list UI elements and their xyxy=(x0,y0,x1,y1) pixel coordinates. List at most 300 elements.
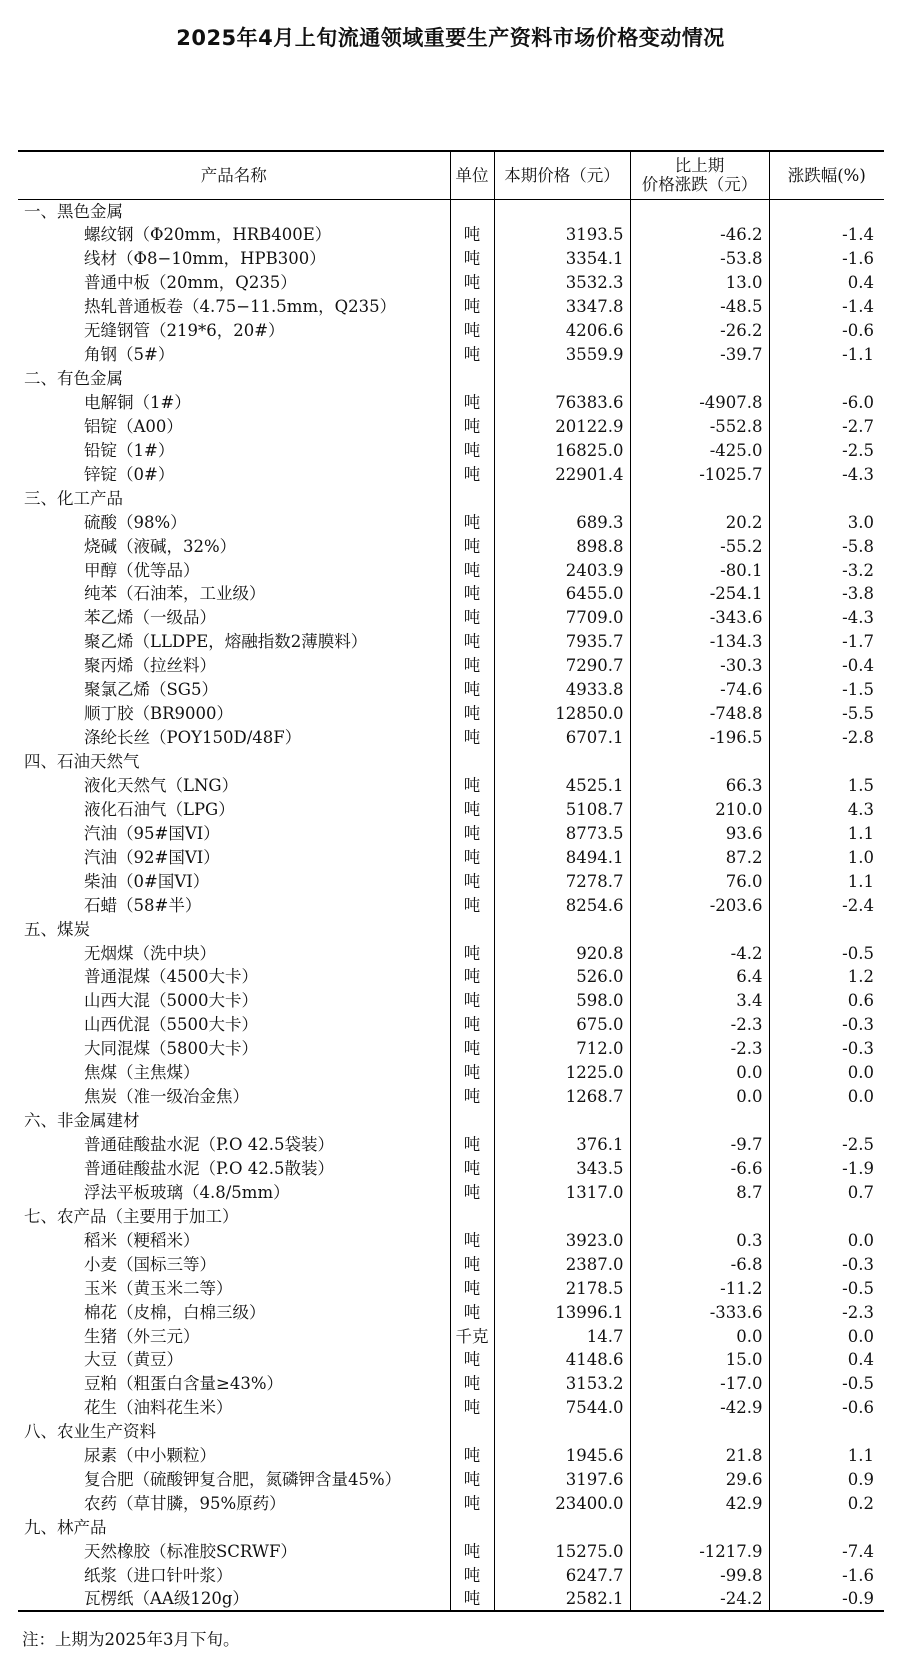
category-row xyxy=(18,1109,884,1133)
pct-cell: -1.4 xyxy=(769,223,884,247)
pct-cell: -1.7 xyxy=(769,630,884,654)
unit-cell: 吨 xyxy=(450,271,494,295)
product-name: 苯乙烯（一级品） xyxy=(84,608,216,628)
empty-cell xyxy=(450,1516,494,1540)
product-name: 螺纹钢（Φ20mm，HRB400E） xyxy=(84,225,332,245)
table-row xyxy=(18,1372,884,1396)
table-row xyxy=(18,845,884,869)
category-row xyxy=(18,486,884,510)
product-name: 无缝钢管（219*6，20#） xyxy=(84,321,285,341)
empty-cell xyxy=(769,1109,884,1133)
empty-cell xyxy=(630,1109,769,1133)
product-name: 石蜡（58#半） xyxy=(84,895,202,915)
unit-cell: 吨 xyxy=(450,438,494,462)
pct-cell: -1.5 xyxy=(769,678,884,702)
product-name: 纯苯（石油苯，工业级） xyxy=(84,584,266,604)
empty-cell xyxy=(494,486,630,510)
empty-cell xyxy=(630,750,769,774)
unit-cell: 吨 xyxy=(450,1372,494,1396)
table-row xyxy=(18,438,884,462)
empty-cell xyxy=(450,917,494,941)
change-cell: -11.2 xyxy=(630,1276,769,1300)
change-cell: 13.0 xyxy=(630,271,769,295)
pct-cell: 0.4 xyxy=(769,1348,884,1372)
price-cell: 3923.0 xyxy=(494,1228,630,1252)
product-name: 山西大混（5000大卡） xyxy=(84,991,258,1011)
pct-cell: -0.5 xyxy=(769,1372,884,1396)
unit-cell: 吨 xyxy=(450,1013,494,1037)
change-cell: 15.0 xyxy=(630,1348,769,1372)
price-cell: 8494.1 xyxy=(494,845,630,869)
change-cell: 0.0 xyxy=(630,1061,769,1085)
pct-cell: 0.4 xyxy=(769,271,884,295)
table-row xyxy=(18,893,884,917)
price-cell: 6455.0 xyxy=(494,582,630,606)
change-cell: 87.2 xyxy=(630,845,769,869)
price-cell: 8254.6 xyxy=(494,893,630,917)
pct-cell: -0.3 xyxy=(769,1037,884,1061)
change-cell: -6.6 xyxy=(630,1157,769,1181)
empty-cell xyxy=(450,486,494,510)
change-cell: -134.3 xyxy=(630,630,769,654)
change-cell: -6.8 xyxy=(630,1252,769,1276)
unit-cell: 吨 xyxy=(450,869,494,893)
unit-cell: 吨 xyxy=(450,678,494,702)
unit-cell: 吨 xyxy=(450,989,494,1013)
unit-cell: 吨 xyxy=(450,965,494,989)
product-name: 热轧普通板卷（4.75−11.5mm，Q235） xyxy=(84,297,397,317)
table-row xyxy=(18,989,884,1013)
unit-cell: 吨 xyxy=(450,414,494,438)
pct-cell: -5.5 xyxy=(769,702,884,726)
change-cell: 76.0 xyxy=(630,869,769,893)
category-name: 八、农业生产资料 xyxy=(24,1422,156,1442)
pct-cell: 0.0 xyxy=(769,1228,884,1252)
pct-cell: 0.9 xyxy=(769,1468,884,1492)
unit-cell: 吨 xyxy=(450,1540,494,1564)
table-row xyxy=(18,1085,884,1109)
price-cell: 8773.5 xyxy=(494,821,630,845)
category-name: 六、非金属建材 xyxy=(24,1111,140,1131)
category-row xyxy=(18,917,884,941)
change-cell: -74.6 xyxy=(630,678,769,702)
table-row xyxy=(18,1228,884,1252)
pct-cell: -0.5 xyxy=(769,941,884,965)
price-cell: 76383.6 xyxy=(494,391,630,415)
product-name: 大豆（黄豆） xyxy=(84,1350,183,1370)
table-row xyxy=(18,414,884,438)
empty-cell xyxy=(630,1420,769,1444)
unit-cell: 吨 xyxy=(450,606,494,630)
table-row xyxy=(18,630,884,654)
price-cell: 3153.2 xyxy=(494,1372,630,1396)
change-cell: -4.2 xyxy=(630,941,769,965)
change-cell: 66.3 xyxy=(630,774,769,798)
change-cell: -254.1 xyxy=(630,582,769,606)
table-row xyxy=(18,1348,884,1372)
product-name: 瓦楞纸（AA级120g） xyxy=(18,1587,450,1611)
table-row xyxy=(18,1013,884,1037)
unit-cell: 吨 xyxy=(450,295,494,319)
unit-cell: 吨 xyxy=(450,774,494,798)
product-name: 铝锭（A00） xyxy=(84,416,183,436)
price-cell: 712.0 xyxy=(494,1037,630,1061)
category-name: 一、黑色金属 xyxy=(24,201,123,221)
product-name: 纸浆（进口针叶浆） xyxy=(84,1565,233,1585)
price-cell: 16825.0 xyxy=(494,438,630,462)
table-row xyxy=(18,1276,884,1300)
change-cell: -1217.9 xyxy=(630,1540,769,1564)
empty-cell xyxy=(630,199,769,223)
product-name: 稻米（粳稻米） xyxy=(84,1230,200,1250)
price-cell: 343.5 xyxy=(494,1157,630,1181)
change-cell: 93.6 xyxy=(630,821,769,845)
category-name: 二、有色金属 xyxy=(24,369,123,389)
empty-cell xyxy=(450,1109,494,1133)
pct-cell: -2.5 xyxy=(769,438,884,462)
product-name: 液化石油气（LPG） xyxy=(84,799,235,819)
unit-cell: 吨 xyxy=(450,702,494,726)
table-row xyxy=(18,391,884,415)
price-cell: 7278.7 xyxy=(494,869,630,893)
product-name: 尿素（中小颗粒） xyxy=(84,1446,216,1466)
product-name: 液化天然气（LNG） xyxy=(84,775,239,795)
pct-cell: -2.4 xyxy=(769,893,884,917)
empty-cell xyxy=(630,367,769,391)
pct-cell: -0.3 xyxy=(769,1252,884,1276)
change-cell: -343.6 xyxy=(630,606,769,630)
change-cell: 21.8 xyxy=(630,1444,769,1468)
empty-cell xyxy=(494,1109,630,1133)
change-cell: -333.6 xyxy=(630,1300,769,1324)
price-cell: 2582.1 xyxy=(494,1587,630,1611)
change-cell: -24.2 xyxy=(630,1587,769,1611)
unit-cell: 吨 xyxy=(450,821,494,845)
unit-cell: 吨 xyxy=(450,893,494,917)
empty-cell xyxy=(450,750,494,774)
unit-cell: 吨 xyxy=(450,941,494,965)
price-cell: 7709.0 xyxy=(494,606,630,630)
table-row xyxy=(18,941,884,965)
product-name: 小麦（国标三等） xyxy=(84,1254,216,1274)
table-row xyxy=(18,247,884,271)
change-cell: -203.6 xyxy=(630,893,769,917)
change-cell: -196.5 xyxy=(630,726,769,750)
pct-cell: -1.9 xyxy=(769,1157,884,1181)
change-cell: -26.2 xyxy=(630,319,769,343)
change-cell: 29.6 xyxy=(630,1468,769,1492)
product-name: 硫酸（98%） xyxy=(84,512,187,532)
empty-cell xyxy=(769,750,884,774)
pct-cell: 1.0 xyxy=(769,845,884,869)
header-change-line1: 比上期 xyxy=(674,156,725,176)
pct-cell: 0.6 xyxy=(769,989,884,1013)
header-change-line2: 价格涨跌（元） xyxy=(641,175,758,195)
pct-cell: 1.1 xyxy=(769,821,884,845)
unit-cell: 吨 xyxy=(450,534,494,558)
price-cell: 376.1 xyxy=(494,1133,630,1157)
change-cell: -55.2 xyxy=(630,534,769,558)
unit-cell: 吨 xyxy=(450,462,494,486)
product-name: 顺丁胶（BR9000） xyxy=(84,704,234,724)
table-row xyxy=(18,678,884,702)
page-title: 2025年4月上旬流通领域重要生产资料市场价格变动情况 xyxy=(176,26,725,50)
product-name: 普通混煤（4500大卡） xyxy=(84,967,258,987)
price-cell: 5108.7 xyxy=(494,797,630,821)
header-product-name: 产品名称 xyxy=(18,151,450,199)
pct-cell: -1.4 xyxy=(769,295,884,319)
table-row xyxy=(18,821,884,845)
change-cell: -425.0 xyxy=(630,438,769,462)
pct-cell: 1.2 xyxy=(769,965,884,989)
category-row xyxy=(18,199,884,223)
empty-cell xyxy=(769,1420,884,1444)
product-name: 大同混煤（5800大卡） xyxy=(84,1039,258,1059)
header-unit: 单位 xyxy=(450,151,494,199)
empty-cell xyxy=(630,917,769,941)
table-row xyxy=(18,774,884,798)
table-row xyxy=(18,271,884,295)
change-cell: -2.3 xyxy=(630,1013,769,1037)
header-pct: 涨跌幅(%) xyxy=(769,151,884,199)
unit-cell: 吨 xyxy=(450,319,494,343)
table-row xyxy=(18,319,884,343)
unit-cell: 吨 xyxy=(450,343,494,367)
product-name: 柴油（0#国VI） xyxy=(84,871,210,891)
change-cell: -80.1 xyxy=(630,558,769,582)
unit-cell: 吨 xyxy=(450,1587,494,1611)
change-cell: -42.9 xyxy=(630,1396,769,1420)
price-cell: 2403.9 xyxy=(494,558,630,582)
unit-cell: 吨 xyxy=(450,1157,494,1181)
empty-cell xyxy=(450,199,494,223)
pct-cell: -6.0 xyxy=(769,391,884,415)
table-row xyxy=(18,965,884,989)
change-cell: 210.0 xyxy=(630,797,769,821)
price-cell: 526.0 xyxy=(494,965,630,989)
product-name: 铅锭（1#） xyxy=(84,440,175,460)
category-row xyxy=(18,1420,884,1444)
product-name: 聚氯乙烯（SG5） xyxy=(84,680,218,700)
pct-cell: 3.0 xyxy=(769,510,884,534)
product-name: 焦炭（准一级冶金焦） xyxy=(84,1087,249,1107)
header-change xyxy=(630,151,769,199)
price-cell: 689.3 xyxy=(494,510,630,534)
change-cell: -17.0 xyxy=(630,1372,769,1396)
pct-cell: 0.0 xyxy=(769,1061,884,1085)
category-name: 四、石油天然气 xyxy=(24,752,140,772)
change-cell: -39.7 xyxy=(630,343,769,367)
table-row xyxy=(18,558,884,582)
unit-cell: 吨 xyxy=(450,510,494,534)
price-cell: 15275.0 xyxy=(494,1540,630,1564)
product-name: 农药（草甘膦，95%原药） xyxy=(84,1494,286,1514)
unit-cell: 吨 xyxy=(450,1563,494,1587)
change-cell: 42.9 xyxy=(630,1492,769,1516)
change-cell: -9.7 xyxy=(630,1133,769,1157)
price-cell: 675.0 xyxy=(494,1013,630,1037)
price-cell: 7935.7 xyxy=(494,630,630,654)
table-row xyxy=(18,1157,884,1181)
table-header-row xyxy=(18,151,884,199)
empty-cell xyxy=(769,486,884,510)
unit-cell: 吨 xyxy=(450,1061,494,1085)
empty-cell xyxy=(769,1516,884,1540)
empty-cell xyxy=(769,1204,884,1228)
pct-cell: -5.8 xyxy=(769,534,884,558)
table-row xyxy=(18,582,884,606)
unit-cell: 吨 xyxy=(450,726,494,750)
table-row xyxy=(18,1252,884,1276)
price-cell: 3347.8 xyxy=(494,295,630,319)
product-name: 角钢（5#） xyxy=(84,345,175,365)
category-row xyxy=(18,1204,884,1228)
empty-cell xyxy=(450,1204,494,1228)
product-name: 汽油（92#国VI） xyxy=(84,847,220,867)
price-cell: 22901.4 xyxy=(494,462,630,486)
empty-cell xyxy=(494,750,630,774)
product-name: 汽油（95#国VI） xyxy=(84,823,220,843)
price-cell: 6707.1 xyxy=(494,726,630,750)
unit-cell: 吨 xyxy=(450,391,494,415)
unit-cell: 吨 xyxy=(450,654,494,678)
pct-cell: -3.8 xyxy=(769,582,884,606)
table-row xyxy=(18,1037,884,1061)
product-name: 天然橡胶（标准胶SCRWF） xyxy=(84,1541,297,1561)
header-price: 本期价格（元） xyxy=(494,151,630,199)
price-cell: 6247.7 xyxy=(494,1563,630,1587)
price-cell: 1268.7 xyxy=(494,1085,630,1109)
price-cell: 14.7 xyxy=(494,1324,630,1348)
product-name: 聚乙烯（LLDPE，熔融指数2薄膜料） xyxy=(84,632,368,652)
pct-cell: -2.3 xyxy=(769,1300,884,1324)
product-name: 山西优混（5500大卡） xyxy=(84,1015,258,1035)
change-cell: -46.2 xyxy=(630,223,769,247)
change-cell: -748.8 xyxy=(630,702,769,726)
price-cell: 23400.0 xyxy=(494,1492,630,1516)
unit-cell: 吨 xyxy=(450,1492,494,1516)
table-row xyxy=(18,1133,884,1157)
change-cell: 0.0 xyxy=(630,1324,769,1348)
pct-cell: -1.6 xyxy=(769,1563,884,1587)
unit-cell: 吨 xyxy=(450,1468,494,1492)
unit-cell: 吨 xyxy=(450,247,494,271)
price-cell: 920.8 xyxy=(494,941,630,965)
price-table xyxy=(18,150,884,1612)
price-cell: 3559.9 xyxy=(494,343,630,367)
unit-cell: 吨 xyxy=(450,1133,494,1157)
table-row xyxy=(18,1300,884,1324)
change-cell: 3.4 xyxy=(630,989,769,1013)
category-name: 五、煤炭 xyxy=(24,919,90,939)
category-name: 三、化工产品 xyxy=(24,488,123,508)
table-row xyxy=(18,606,884,630)
table-row xyxy=(18,534,884,558)
pct-cell: 1.1 xyxy=(769,869,884,893)
pct-cell: -0.4 xyxy=(769,654,884,678)
table-row xyxy=(18,797,884,821)
unit-cell: 吨 xyxy=(450,1037,494,1061)
table-row xyxy=(18,1468,884,1492)
price-cell: 2387.0 xyxy=(494,1252,630,1276)
table-body xyxy=(18,199,884,1611)
unit-cell: 吨 xyxy=(450,1085,494,1109)
price-cell: 898.8 xyxy=(494,534,630,558)
change-cell: 6.4 xyxy=(630,965,769,989)
change-cell: -48.5 xyxy=(630,295,769,319)
table-row xyxy=(18,1180,884,1204)
table-row xyxy=(18,1587,884,1611)
product-name: 涤纶长丝（POY150D/48F） xyxy=(84,728,302,748)
table-row xyxy=(18,1061,884,1085)
empty-cell xyxy=(630,1204,769,1228)
category-row xyxy=(18,367,884,391)
price-cell: 12850.0 xyxy=(494,702,630,726)
category-name: 七、农产品（主要用于加工） xyxy=(24,1206,239,1226)
table-row xyxy=(18,726,884,750)
empty-cell xyxy=(494,199,630,223)
pct-cell: -0.9 xyxy=(769,1587,884,1611)
unit-cell: 吨 xyxy=(450,223,494,247)
footnote: 注：上期为2025年3月下旬。 xyxy=(22,1630,240,1649)
table-row xyxy=(18,223,884,247)
change-cell: -2.3 xyxy=(630,1037,769,1061)
pct-cell: -4.3 xyxy=(769,606,884,630)
product-name: 玉米（黄玉米二等） xyxy=(84,1278,233,1298)
category-row xyxy=(18,1516,884,1540)
price-cell: 20122.9 xyxy=(494,414,630,438)
product-name: 普通中板（20mm，Q235） xyxy=(84,273,297,293)
empty-cell xyxy=(769,367,884,391)
price-cell: 1945.6 xyxy=(494,1444,630,1468)
table-row xyxy=(18,1396,884,1420)
unit-cell: 千克 xyxy=(450,1324,494,1348)
pct-cell: 0.7 xyxy=(769,1180,884,1204)
empty-cell xyxy=(630,1516,769,1540)
product-name: 烧碱（液碱，32%） xyxy=(84,536,237,556)
price-cell: 3532.3 xyxy=(494,271,630,295)
category-name: 九、林产品 xyxy=(24,1518,107,1538)
price-cell: 4933.8 xyxy=(494,678,630,702)
change-cell: -552.8 xyxy=(630,414,769,438)
price-cell: 4525.1 xyxy=(494,774,630,798)
price-cell: 4148.6 xyxy=(494,1348,630,1372)
unit-cell: 吨 xyxy=(450,1252,494,1276)
pct-cell: -0.3 xyxy=(769,1013,884,1037)
unit-cell: 吨 xyxy=(450,582,494,606)
product-name: 电解铜（1#） xyxy=(84,392,191,412)
change-cell: -53.8 xyxy=(630,247,769,271)
empty-cell xyxy=(494,917,630,941)
pct-cell: -4.3 xyxy=(769,462,884,486)
unit-cell: 吨 xyxy=(450,1300,494,1324)
empty-cell xyxy=(450,1420,494,1444)
product-name: 豆粕（粗蛋白含量≥43%） xyxy=(84,1374,283,1394)
pct-cell: -2.8 xyxy=(769,726,884,750)
unit-cell: 吨 xyxy=(450,630,494,654)
table-row xyxy=(18,1444,884,1468)
pct-cell: 0.2 xyxy=(769,1492,884,1516)
empty-cell xyxy=(494,367,630,391)
product-name: 聚丙烯（拉丝料） xyxy=(84,656,216,676)
unit-cell: 吨 xyxy=(450,1228,494,1252)
change-cell: 20.2 xyxy=(630,510,769,534)
product-name: 复合肥（硫酸钾复合肥，氮磷钾含量45%） xyxy=(84,1470,402,1490)
price-cell: 3354.1 xyxy=(494,247,630,271)
price-cell: 598.0 xyxy=(494,989,630,1013)
pct-cell: 0.0 xyxy=(769,1324,884,1348)
pct-cell: -1.6 xyxy=(769,247,884,271)
